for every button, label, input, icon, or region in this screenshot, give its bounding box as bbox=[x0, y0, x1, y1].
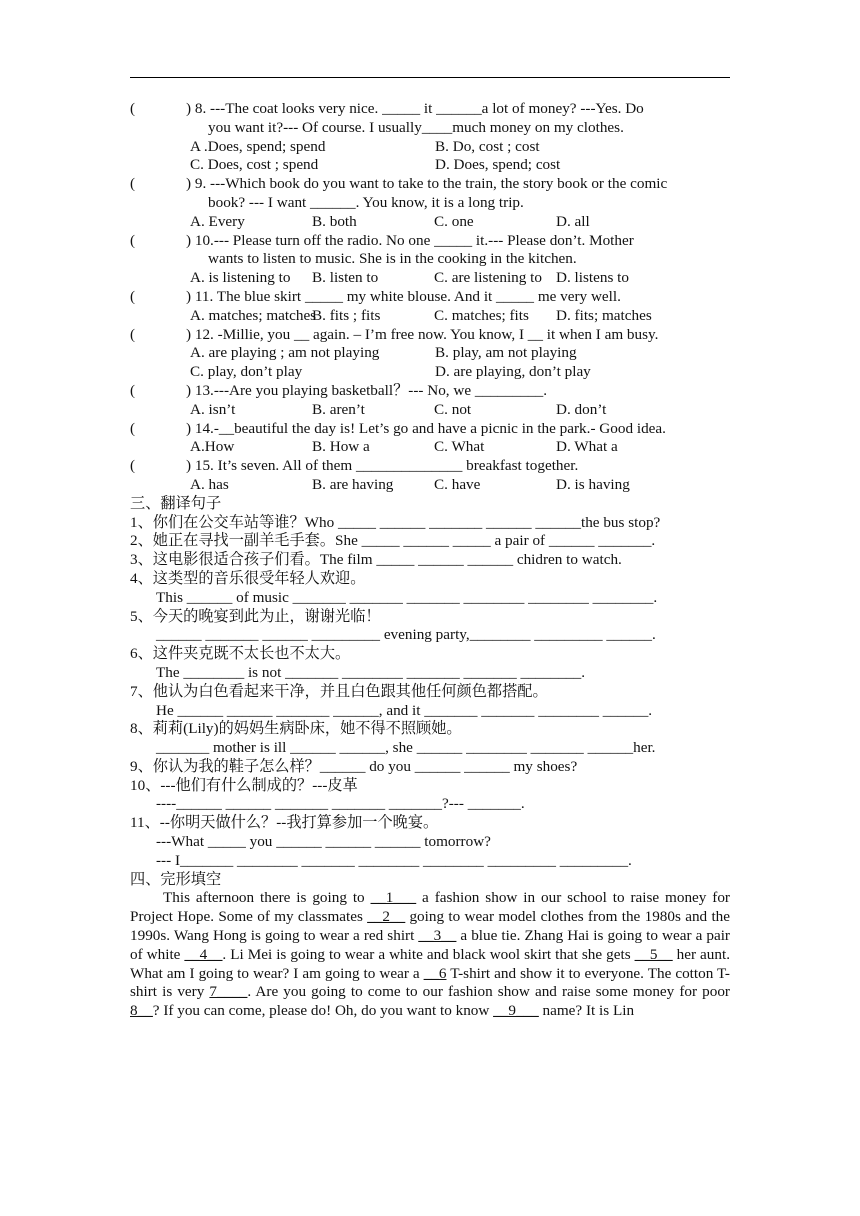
option: C. play, don’t play bbox=[190, 363, 303, 381]
question-text bbox=[186, 232, 730, 270]
translation-item-5 bbox=[130, 608, 730, 646]
option: C. Does, cost ; spend bbox=[190, 156, 319, 174]
option: D. don’t bbox=[556, 400, 607, 418]
translation-answer-line: The ________ is not _______ ________ _______ _______ ________. bbox=[156, 663, 586, 681]
translation-answer-line: ______ _______ ______ _________ evening party,________ _________ ______. bbox=[156, 626, 656, 644]
question-stem: ) 11. The blue skirt _____ my white blouse. And it _____ me very well. bbox=[186, 287, 621, 305]
answer-bracket: ( bbox=[130, 287, 136, 305]
answer-bracket: ( bbox=[130, 175, 136, 193]
question-stem: ) 15. It’s seven. All of them ______________ breakfast together. bbox=[186, 457, 579, 475]
cloze-text: her aunt. What am I going to wear? I am going to wear a bbox=[130, 945, 730, 982]
translation-prompt: 1、你们在公交车站等谁？Who _____ ______ _______ ______ ______the bus stop? bbox=[130, 513, 661, 531]
cloze-blank-7: 7____ bbox=[209, 983, 248, 1001]
question-15 bbox=[130, 457, 730, 495]
cloze-blank-4: __4__ bbox=[184, 945, 223, 963]
options-row bbox=[190, 401, 730, 420]
question-8 bbox=[130, 100, 730, 175]
cloze-blank-1: __1___ bbox=[370, 889, 417, 907]
translation-prompt: 10、---他们有什么制成的？---皮革 bbox=[130, 776, 358, 794]
question-stem-continued: book? --- I want ______. You know, it is a long trip. bbox=[208, 193, 524, 211]
translation-prompt: 7、他认为白色看起来干净，并且白色跟其他任何颜色都搭配。 bbox=[130, 682, 548, 700]
question-stem: ) 14.-__beautiful the day is! Let’s go and have a picnic in the park.- Good idea. bbox=[186, 419, 666, 437]
cloze-blank-6: __6 bbox=[423, 964, 447, 982]
cloze-blank-5: __5__ bbox=[634, 945, 673, 963]
translation-item-2 bbox=[130, 532, 730, 551]
cloze-text: name? It is Lin bbox=[538, 1002, 635, 1020]
cloze-text: ? If you can come, please do! Oh, do you want to know bbox=[152, 1002, 494, 1020]
option: C. one bbox=[434, 212, 474, 230]
question-10 bbox=[130, 232, 730, 288]
option: C. not bbox=[434, 400, 472, 418]
question-text bbox=[186, 326, 730, 345]
option: D. is having bbox=[556, 475, 630, 493]
options-row bbox=[190, 344, 730, 363]
question-text bbox=[186, 288, 730, 307]
question-stem-continued: wants to listen to music. She is in the cooking in the kitchen. bbox=[208, 250, 577, 268]
cloze-blank-9: __9___ bbox=[493, 1002, 539, 1020]
question-text bbox=[186, 382, 730, 401]
options-row bbox=[190, 307, 730, 326]
option: B. aren’t bbox=[312, 400, 365, 418]
question-text bbox=[186, 420, 730, 439]
translation-item-6 bbox=[130, 645, 730, 683]
translation-answer-line: ----______ ______ _______ _______ _______?--- _______. bbox=[156, 795, 525, 813]
translation-section bbox=[130, 514, 730, 871]
cloze-text: T-shirt and show it to everyone. The cotton T-shirt is very bbox=[130, 964, 730, 1001]
option: C. matches; fits bbox=[434, 306, 529, 324]
option: D. fits; matches bbox=[556, 306, 652, 324]
translation-answer-line: He ______ ______ _______ ______, and it _______ _______ ________ ______. bbox=[156, 701, 653, 719]
answer-bracket: ( bbox=[130, 457, 136, 475]
options-row bbox=[190, 476, 730, 495]
translation-prompt: 5、今天的晚宴到此为止，谢谢光临！ bbox=[130, 607, 381, 625]
translation-prompt: 9、你认为我的鞋子怎么样？______ do you ______ ______ my shoes? bbox=[130, 757, 578, 775]
translation-prompt: 11、--你明天做什么？--我打算参加一个晚宴。 bbox=[130, 814, 439, 832]
option: C. What bbox=[434, 438, 485, 456]
option: A. is listening to bbox=[190, 269, 291, 287]
cloze-blank-3: __3__ bbox=[418, 927, 457, 945]
option: D. What a bbox=[556, 438, 618, 456]
translation-prompt: 8、莉莉(Lily)的妈妈生病卧床，她不得不照顾她。 bbox=[130, 720, 462, 738]
option: A. Every bbox=[190, 212, 245, 230]
option: C. are listening to bbox=[434, 269, 542, 287]
options-row bbox=[190, 438, 730, 457]
option: D. are playing, don’t play bbox=[435, 363, 591, 381]
answer-bracket: ( bbox=[130, 325, 136, 343]
option: A. are playing ; am not playing bbox=[190, 344, 380, 362]
option: A. matches; matches bbox=[190, 306, 317, 324]
option: C. have bbox=[434, 475, 481, 493]
option: B. How a bbox=[312, 438, 370, 456]
translation-answer-line: --- I_______ ________ _______ ________ ________ _________ _________. bbox=[156, 851, 632, 869]
translation-item-10 bbox=[130, 777, 730, 815]
option: A.How bbox=[190, 438, 235, 456]
translation-answer-line: ---What _____ you ______ ______ ______ tomorrow? bbox=[156, 833, 491, 851]
question-14 bbox=[130, 420, 730, 458]
option: B. fits ; fits bbox=[312, 306, 381, 324]
translation-item-11 bbox=[130, 814, 730, 870]
option: B. are having bbox=[312, 475, 394, 493]
options-row bbox=[190, 138, 730, 157]
options-row bbox=[190, 156, 730, 175]
question-11 bbox=[130, 288, 730, 326]
translation-prompt: 2、她正在寻找一副羊毛手套。She _____ ______ _____ a pair of ______ _______. bbox=[130, 532, 656, 550]
question-12 bbox=[130, 326, 730, 382]
answer-bracket: ( bbox=[130, 419, 136, 437]
answer-bracket: ( bbox=[130, 381, 136, 399]
cloze-text: a blue tie. Zhang Hai is going to wear a pair of white bbox=[130, 927, 730, 963]
translation-item-7 bbox=[130, 683, 730, 721]
question-stem: ) 9. ---Which book do you want to take to the train, the story book or the comic bbox=[186, 175, 668, 193]
question-text bbox=[186, 175, 730, 213]
question-stem: ) 12. -Millie, you __ again. – I’m free now. You know, I __ it when I am busy. bbox=[186, 325, 659, 343]
option: A. has bbox=[190, 475, 229, 493]
translation-item-9 bbox=[130, 758, 730, 777]
question-text bbox=[186, 100, 730, 138]
question-stem: ) 13.---Are you playing basketball？--- No, we _________. bbox=[186, 381, 548, 399]
question-text bbox=[186, 457, 730, 476]
option: B. listen to bbox=[312, 269, 379, 287]
translation-item-8 bbox=[130, 720, 730, 758]
header-rule bbox=[130, 77, 730, 78]
question-13 bbox=[130, 382, 730, 420]
cloze-text: . Li Mei is going to wear a white and black wool skirt that she gets bbox=[222, 945, 635, 963]
translation-prompt: 6、这件夹克既不太长也不太大。 bbox=[130, 645, 351, 663]
options-row bbox=[190, 363, 730, 382]
worksheet-content bbox=[130, 100, 730, 1021]
cloze-text: . Are you going to come to our fashion show and raise some money for poor bbox=[247, 983, 730, 1001]
option: A .Does, spend; spend bbox=[190, 137, 326, 155]
answer-bracket: ( bbox=[130, 100, 136, 117]
translation-prompt: 4、这类型的音乐很受年轻人欢迎。 bbox=[130, 569, 366, 587]
cloze-text: This afternoon there is going to bbox=[163, 889, 371, 907]
question-stem: ) 8. ---The coat looks very nice. _____ it ______a lot of money? ---Yes. Do bbox=[186, 100, 644, 117]
translation-item-1 bbox=[130, 514, 730, 533]
option: B. play, am not playing bbox=[435, 344, 577, 362]
section-title-translation: 三、翻译句子 bbox=[130, 494, 222, 512]
cloze-text: a fashion show in our school to raise money for Project Hope. Some of my classmates bbox=[130, 889, 730, 926]
option: A. isn’t bbox=[190, 400, 236, 418]
multiple-choice-section bbox=[130, 100, 730, 495]
options-row bbox=[190, 269, 730, 288]
cloze-blank-8: 8__ bbox=[130, 1002, 153, 1020]
option: B. Do, cost ; cost bbox=[435, 137, 540, 155]
translation-item-3 bbox=[130, 551, 730, 570]
option: D. Does, spend; cost bbox=[435, 156, 561, 174]
translation-prompt: 3、这电影很适合孩子们看。The film _____ ______ ______ chidren to watch. bbox=[130, 551, 622, 569]
question-stem-continued: you want it?--- Of course. I usually____much money on my clothes. bbox=[208, 118, 624, 136]
question-9 bbox=[130, 175, 730, 231]
section-title-cloze: 四、完形填空 bbox=[130, 870, 222, 888]
options-row bbox=[190, 213, 730, 232]
option: D. listens to bbox=[556, 269, 629, 287]
cloze-blank-2: __2__ bbox=[367, 908, 406, 926]
cloze-text: going to wear model clothes from the 1980s and the 1990s. Wang Hong is going to wear a red shirt bbox=[130, 908, 731, 945]
cloze-passage bbox=[130, 889, 730, 1021]
translation-item-4 bbox=[130, 570, 730, 608]
option: D. all bbox=[556, 212, 590, 230]
answer-bracket: ( bbox=[130, 231, 136, 249]
translation-answer-line: This ______ of music _______ _______ _______ ________ ________ ________. bbox=[156, 588, 658, 606]
question-stem: ) 10.--- Please turn off the radio. No one _____ it.--- Please don’t. Mother bbox=[186, 231, 634, 249]
translation-answer-line: _______ mother is ill ______ ______, she ______ ________ _______ ______her. bbox=[156, 739, 656, 757]
option: B. both bbox=[312, 212, 357, 230]
